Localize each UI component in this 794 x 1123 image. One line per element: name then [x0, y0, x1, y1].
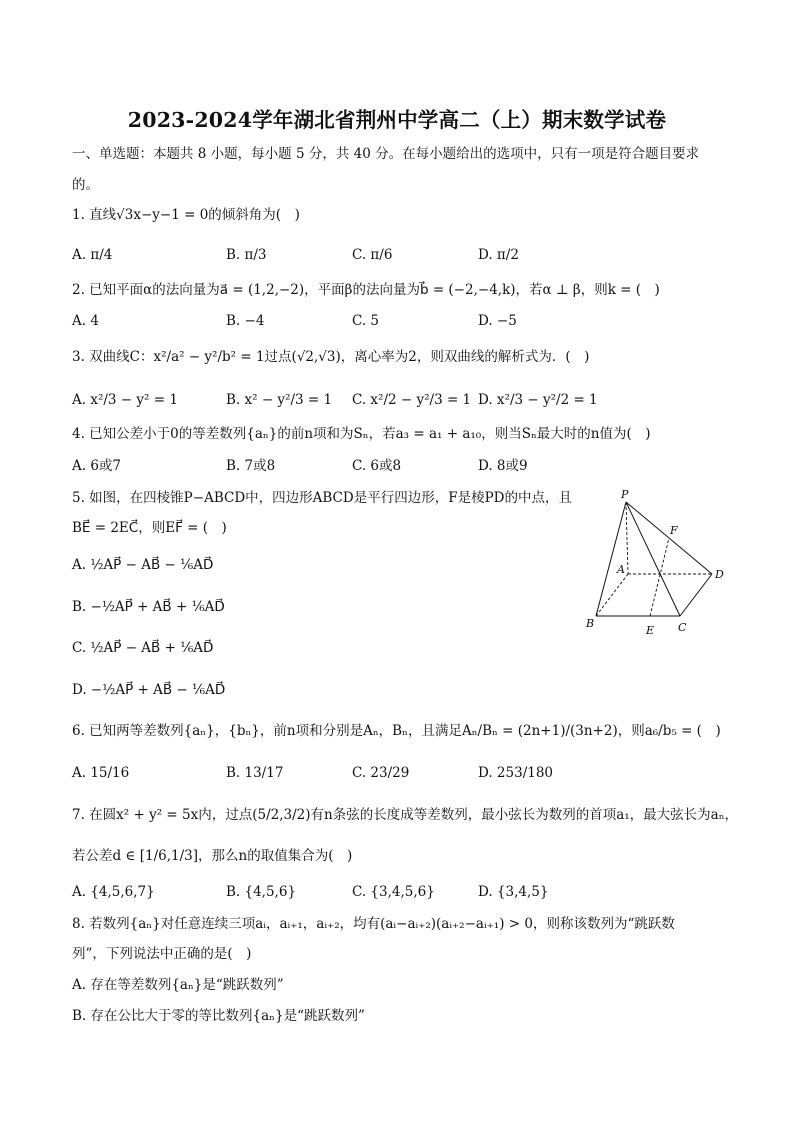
q8-option-a: A. 存在等差数列{aₙ}是“跳跃数列”: [72, 977, 284, 993]
q3-option-a: A. x²/3 − y² = 1: [72, 392, 178, 408]
q8-option-b: B. 存在公比大于零的等比数列{aₙ}是“跳跃数列”: [72, 1008, 365, 1024]
label-f: F: [670, 524, 678, 537]
q5-option-a: A. ½AP⃗ − AB⃗ − ⅙AD⃗: [72, 557, 214, 573]
label-a: A: [617, 563, 625, 576]
q2-option-d: D. −5: [478, 313, 517, 329]
q3-option-d: D. x²/3 − y²/2 = 1: [478, 392, 598, 408]
q4-option-a: A. 6或7: [72, 458, 122, 474]
label-e: E: [646, 624, 655, 637]
q3-stem: 3. 双曲线C：x²/a² − y²/b² = 1过点(√2,√3)，离心率为2，则双曲线的解析式为．( ): [72, 349, 590, 365]
q7-stem: 7. 在圆x² + y² = 5x内，过点(5/2,3/2)有n条弦的长度成等差数列，最小弦长为数列的首项a₁，最大弦长为aₙ，: [72, 807, 739, 823]
q5-option-b: B. −½AP⃗ + AB⃗ + ⅙AD⃗: [72, 599, 225, 615]
label-b: B: [586, 617, 595, 630]
q7-option-b: B. {4,5,6}: [226, 884, 297, 900]
pyramid-figure: [584, 486, 734, 641]
q6-option-c: C. 23/29: [352, 765, 410, 781]
page-title: 2023-2024学年湖北省荆州中学高二（上）期末数学试卷: [127, 108, 667, 132]
q5-option-c: C. ½AP⃗ − AB⃗ + ⅙AD⃗: [72, 640, 214, 656]
q8-stem-cont: 列”，下列说法中正确的是( ): [72, 946, 252, 962]
q2-stem: 2. 已知平面α的法向量为a⃗ = (1,2,−2)，平面β的法向量为b⃗ = (−2,−4,k)，若α ⊥ β，则k = ( ): [72, 282, 660, 298]
section-heading-cont: 的。: [72, 177, 99, 193]
q7-option-c: C. {3,4,5,6}: [352, 884, 435, 900]
q8-stem: 8. 若数列{aₙ}对任意连续三项aᵢ，aᵢ₊₁，aᵢ₊₂，均有(aᵢ−aᵢ₊₂)(aᵢ₊₂−aᵢ₊₁) > 0，则称该数列为“跳跃数: [72, 916, 675, 932]
q6-option-d: D. 253/180: [478, 765, 554, 781]
q7-option-a: A. {4,5,6,7}: [72, 884, 155, 900]
q1-stem: 1. 直线√3x−y−1 = 0的倾斜角为( ): [72, 207, 300, 223]
q5-stem: 5. 如图，在四棱锥P−ABCD中，四边形ABCD是平行四边形，F是棱PD的中点，且: [72, 490, 572, 506]
q4-stem: 4. 已知公差小于0的等差数列{aₙ}的前n项和为Sₙ，若a₃ = a₁ + a₁₀，则当Sₙ最大时的n值为( ): [72, 426, 651, 442]
label-c: C: [678, 621, 687, 634]
q3-option-b: B. x² − y²/3 = 1: [226, 392, 333, 408]
q5-option-d: D. −½AP⃗ + AB⃗ − ⅙AD⃗: [72, 682, 226, 698]
q4-option-c: C. 6或8: [352, 458, 402, 474]
q1-option-d: D. π/2: [478, 247, 519, 263]
q2-option-b: B. −4: [226, 313, 265, 329]
label-d: D: [715, 568, 724, 581]
q6-option-b: B. 13/17: [226, 765, 284, 781]
q2-option-a: A. 4: [72, 313, 99, 329]
section-heading: 一、单选题：本题共 8 小题，每小题 5 分，共 40 分。在每小题给出的选项中，只有一项是符合题目要求: [72, 146, 700, 162]
q7-option-d: D. {3,4,5}: [478, 884, 549, 900]
q7-stem-cont: 若公差d ∈ [1/6,1/3]，那么n的取值集合为( ): [72, 848, 353, 864]
q4-option-d: D. 8或9: [478, 458, 528, 474]
q2-option-c: C. 5: [352, 313, 380, 329]
q1-option-a: A. π/4: [72, 247, 113, 263]
q1-option-c: C. π/6: [352, 247, 393, 263]
q6-option-a: A. 15/16: [72, 765, 130, 781]
label-p: P: [621, 488, 629, 501]
q3-option-c: C. x²/2 − y²/3 = 1: [352, 392, 472, 408]
q6-stem: 6. 已知两等差数列{aₙ}，{bₙ}，前n项和分别是Aₙ，Bₙ，且满足Aₙ/Bₙ = (2n+1)/(3n+2)，则a₆/b₅ = ( ): [72, 723, 721, 739]
q1-option-b: B. π/3: [226, 247, 267, 263]
q5-stem-cont: BE⃗ = 2EC⃗，则EF⃗ = ( ): [72, 520, 227, 536]
q4-option-b: B. 7或8: [226, 458, 276, 474]
